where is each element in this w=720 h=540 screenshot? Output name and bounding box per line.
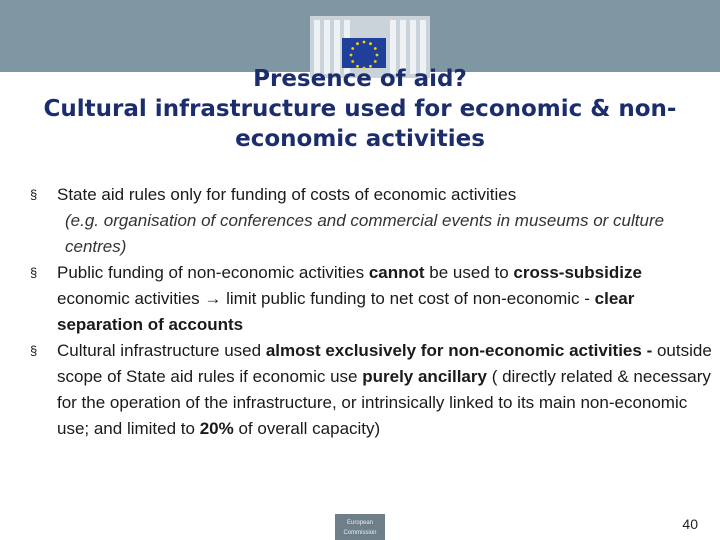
bullet-emphasis: 20% (199, 419, 234, 438)
bullet-emphasis: clear separation of accounts (57, 289, 635, 334)
bullet-text: be used to (424, 263, 514, 282)
bullet-text: Cultural infrastructure used (57, 341, 266, 360)
bullet-text: limit public funding to net cost of non-economic - (221, 289, 595, 308)
bullet-emphasis: almost exclusively for non-economic activities - (265, 341, 653, 360)
title-line-2: Cultural infrastructure used for economic & non- (43, 96, 677, 122)
bullet-emphasis: cross-subsidize (513, 263, 642, 282)
bullet-text: of overall capacity) (233, 419, 381, 438)
bullet-marker: § (30, 187, 38, 202)
bullet-emphasis: cannot (368, 263, 425, 282)
bullet-text: ( directly related & necessary for the operation of the infrastructure, or intrinsically linked to its main non-economic use; and limited to (57, 367, 711, 438)
bullet-marker: § (30, 343, 38, 358)
bullet-text: outside scope of State aid rules if economic use (57, 341, 712, 386)
bullet-text: State aid rules only for funding of costs of economic activities (57, 185, 517, 204)
footer-logo (335, 514, 385, 540)
title-line-1: Presence of aid? (253, 66, 467, 92)
bullet-item (30, 182, 715, 208)
bullet-item (30, 260, 715, 338)
slide-title (0, 64, 720, 154)
bullet-emphasis: purely ancillary (362, 367, 487, 386)
bullet-subtext: (e.g. organisation of conferences and commercial events in museums or culture centres) (65, 211, 665, 256)
bullet-text: economic activities (57, 289, 205, 308)
bullet-text: Public funding of non-economic activities (57, 263, 369, 282)
footer-logo-text: European Commission (343, 520, 377, 536)
bullet-list (30, 182, 715, 442)
bullet-marker: § (30, 265, 38, 280)
title-line-3: economic activities (235, 126, 485, 152)
page-number: 40 (682, 516, 698, 532)
bullet-item (30, 338, 715, 442)
arrow-icon: → (204, 289, 222, 308)
